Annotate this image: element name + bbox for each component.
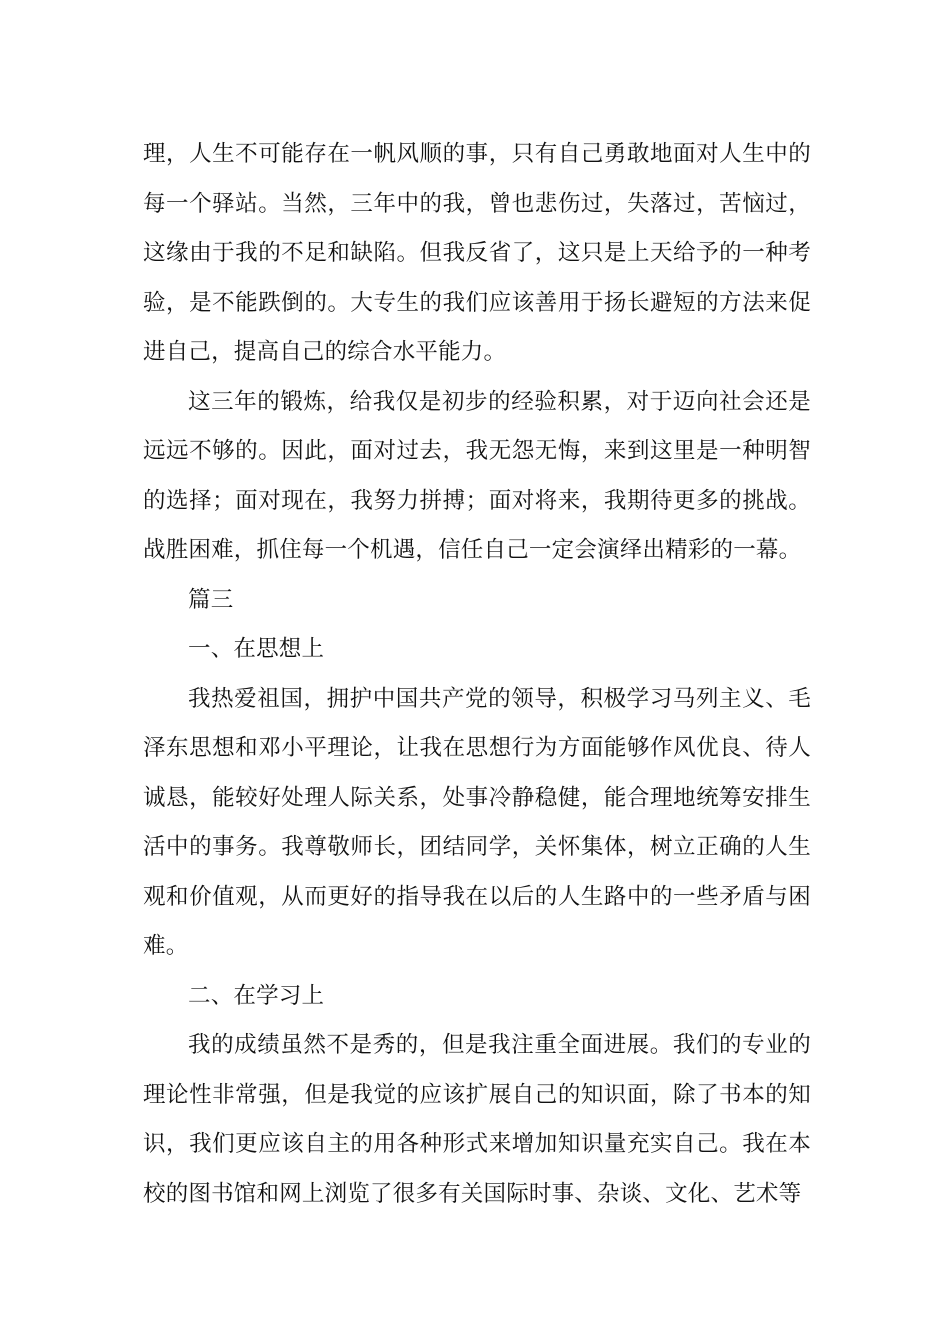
paragraph-ideology: 我热爱祖国，拥护中国共产党的领导，积极学习马列主义、毛泽东思想和邓小平理论，让我在思想行为方面能够作风优良、待人诚恳，能较好处理人际关系，处事冷静稳健，能合理地统筹安排生活中的事务。我尊敬师长，团结同学，关怀集体，树立正确的人生观和价值观，从而更好的指导我在以后的人生路中的一些矛盾与困难。 xyxy=(143,685,811,959)
paragraph-study: 我的成绩虽然不是秀的，但是我注重全面进展。我们的专业的理论性非常强，但是我觉的应该扩展自己的知识面，除了书本的知识，我们更应该自主的用各种形式来增加知识量充实自己。我在本校的图书馆和网上浏览了很多有关国际时事、杂谈、文化、艺术等 xyxy=(143,1032,811,1207)
subheading-ideology: 一、在思想上 xyxy=(188,636,325,662)
paragraph-continuation: 理，人生不可能存在一帆风顺的事，只有自己勇敢地面对人生中的每一个驿站。当然，三年中的我，曾也悲伤过，失落过，苦恼过，这缘由于我的不足和缺陷。但我反省了，这只是上天给予的一种考验，是不能跌倒的。大专生的我们应该善用于扬长避短的方法来促进自己，提高自己的综合水平能力。 xyxy=(143,141,811,365)
subheading-study: 二、在学习上 xyxy=(188,982,325,1009)
paragraph-experience: 这三年的锻炼，给我仅是初步的经验积累，对于迈向社会还是远远不够的。因此，面对过去，我无怨无悔，来到这里是一种明智的选择；面对现在，我努力拼搏；面对将来，我期待更多的挑战。战胜困难，抓住每一个机遇，信任自己一定会演绎出精彩的一幕。 xyxy=(143,388,811,563)
section-title-part-three: 篇三 xyxy=(188,586,234,613)
document-body xyxy=(143,130,811,1219)
